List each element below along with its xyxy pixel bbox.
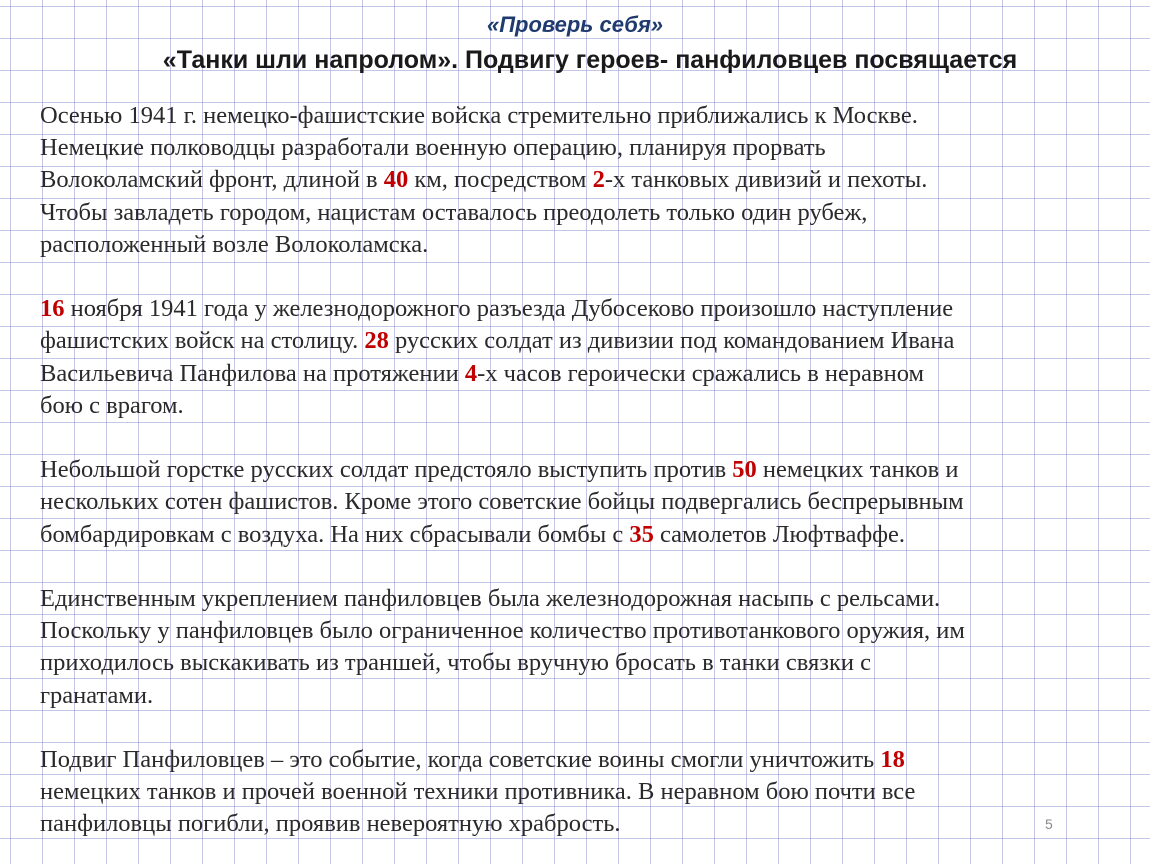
- paragraph-3: [40, 454, 1125, 551]
- highlight-number: 2: [592, 166, 605, 194]
- highlight-number: 50: [732, 456, 757, 484]
- slide-subtitle: «Проверь себя»: [486, 12, 664, 37]
- text-line: Чтобы завладеть городом, нацистам оставалось преодолеть только один рубеж,: [40, 198, 868, 226]
- highlight-number: 4: [464, 359, 478, 387]
- text-line: Немецкие полководцы разработали военную операцию, планируя прорвать: [40, 134, 826, 162]
- text-line: -х танковых дивизий и пехоты.: [604, 166, 928, 194]
- paragraph-5: [40, 744, 1125, 841]
- text-line: км, посредством: [408, 166, 593, 194]
- text-line: Волоколамский фронт, длиной в: [40, 166, 384, 194]
- text-line: фашистских войск на столицу.: [40, 327, 365, 355]
- text-line: Осенью 1941 г. немецко-фашистские войска стремительно приближались к Москве.: [40, 102, 918, 129]
- text-line: ноября 1941 года у железнодорожного разъезда Дубосеково произошло наступление: [64, 295, 954, 323]
- paragraph-4: [40, 583, 1125, 712]
- page-number: 5: [1045, 816, 1053, 832]
- slide-title: «Танки шли напролом». Подвигу героев- панфиловцев посвящается: [162, 46, 1018, 74]
- slide-body: [40, 100, 1125, 841]
- highlight-number: 18: [880, 746, 905, 773]
- text-line: Поскольку у панфиловцев было ограниченное количество противотанкового оружия, им: [40, 617, 965, 645]
- text-line: русских солдат из дивизии под командованием Ивана: [388, 327, 955, 355]
- text-line: немецких танков и прочей военной техники противника. В неравном бою почти все: [40, 778, 916, 806]
- text-line: Небольшой горстке русских солдат предстояло выступить против: [40, 456, 733, 484]
- text-line: немецких танков и: [756, 456, 959, 484]
- highlight-number: 35: [629, 520, 654, 548]
- text-line: гранатами.: [40, 681, 154, 709]
- paragraph-1: [40, 100, 1125, 261]
- highlight-number: 40: [383, 166, 409, 194]
- text-line: самолетов Люфтваффе.: [653, 520, 905, 548]
- text-line: расположенный возле Волоколамска.: [40, 230, 429, 258]
- text-line: -х часов героически сражались в неравном: [477, 359, 924, 387]
- text-line: Единственным укреплением панфиловцев была железнодорожная насыпь с рельсами.: [40, 585, 941, 612]
- text-line: нескольких сотен фашистов. Кроме этого советские бойцы подвергались беспрерывным: [40, 488, 964, 516]
- text-line: бою с врагом.: [40, 391, 184, 419]
- text-line: панфиловцы погибли, проявив невероятную храбрость.: [40, 810, 621, 838]
- text-line: приходилось выскакивать из траншей, чтобы вручную бросать в танки связки с: [40, 649, 872, 677]
- text-line: Васильевича Панфилова на протяжении: [40, 359, 465, 387]
- text-line: Подвиг Панфиловцев – это событие, когда советские воины смогли уничтожить: [40, 746, 881, 773]
- highlight-number: 28: [364, 327, 389, 355]
- highlight-number: 16: [40, 295, 65, 323]
- text-line: бомбардировкам с воздуха. На них сбрасывали бомбы с: [40, 520, 630, 548]
- paragraph-2: [40, 293, 1125, 422]
